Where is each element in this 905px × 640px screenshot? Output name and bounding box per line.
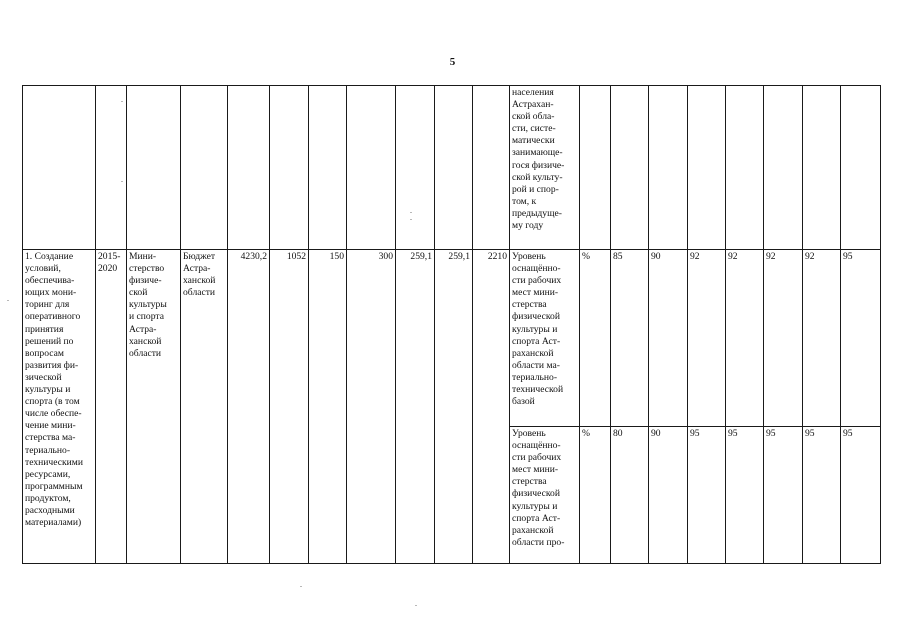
table-cell [228, 86, 270, 250]
scan-speck [121, 101, 123, 102]
table-cell [726, 86, 764, 250]
table-cell [435, 86, 473, 250]
table-row [23, 86, 881, 250]
table-cell [309, 86, 347, 250]
indicator-value-cell: 90 [649, 250, 688, 427]
indicator-value-cell: 92 [688, 250, 726, 427]
table-cell [841, 86, 881, 250]
scan-speck [121, 181, 123, 182]
indicator-value-cell: 92 [726, 250, 764, 427]
page-number: 5 [449, 56, 456, 68]
indicator-value-cell: 92 [803, 250, 841, 427]
amount-cell: 2210 [473, 250, 510, 564]
program-activities-table [22, 85, 881, 564]
activity-name-cell: 1. Создание условий, обеспечива- ющих мони- торинг для оперативного принятия решений по вопросам развития фи- зической культуры и спорта (в том числе обеспе- чение мини- стерства ма- териально- техническими ресурсами, программным продуктом, расходными материалами) [23, 250, 96, 564]
table-cell [396, 86, 435, 250]
scan-speck [300, 586, 302, 587]
indicator-value-cell: 95 [726, 427, 764, 564]
indicator-value-cell: 95 [764, 427, 803, 564]
indicator-text-cell: Уровень оснащённо- сти рабочих мест мини- стерства физической культуры и спорта Аст- раханской области ма- териально- технической базой [510, 250, 580, 427]
amount-cell: 259,1 [435, 250, 473, 564]
indicator-text-cell: Уровень оснащённо- сти рабочих мест мини- стерства физической культуры и спорта Аст- раханской области про- [510, 427, 580, 564]
table-row [23, 250, 881, 427]
table-cell [803, 86, 841, 250]
indicator-unit-cell: % [580, 427, 611, 564]
table-cell [127, 86, 181, 250]
amount-cell: 150 [309, 250, 347, 564]
scan-speck [410, 219, 412, 220]
indicator-text-cell: населения Астрахан- ской обла- сти, систе- матически занимающе- гося физиче- ской культу- рой и спор- том, к предыдуще- му году [510, 86, 580, 250]
amount-cell: 300 [347, 250, 396, 564]
table-cell [270, 86, 309, 250]
amount-total-cell: 4230,2 [228, 250, 270, 564]
indicator-unit-cell: % [580, 250, 611, 427]
indicator-value-cell: 92 [764, 250, 803, 427]
scan-speck [410, 212, 412, 213]
table-cell [473, 86, 510, 250]
indicator-value-cell: 95 [841, 250, 881, 427]
table-cell [96, 86, 127, 250]
table-cell [23, 86, 96, 250]
indicator-value-cell: 95 [803, 427, 841, 564]
table-cell [764, 86, 803, 250]
executor-cell: Мини- стерство физиче- ской культуры и спорта Астра- ханской области [127, 250, 181, 564]
amount-cell: 1052 [270, 250, 309, 564]
table-cell [347, 86, 396, 250]
indicator-value-cell: 80 [611, 427, 649, 564]
table-cell [181, 86, 228, 250]
funding-source-cell: Бюджет Астра- ханской области [181, 250, 228, 564]
indicator-value-cell: 85 [611, 250, 649, 427]
table-cell [688, 86, 726, 250]
table-cell [611, 86, 649, 250]
table-cell [649, 86, 688, 250]
indicator-value-cell: 90 [649, 427, 688, 564]
indicator-value-cell: 95 [688, 427, 726, 564]
years-cell: 2015- 2020 [96, 250, 127, 564]
scan-speck [415, 605, 417, 606]
table-cell [580, 86, 611, 250]
amount-cell: 259,1 [396, 250, 435, 564]
indicator-value-cell: 95 [841, 427, 881, 564]
scan-speck [7, 300, 9, 301]
